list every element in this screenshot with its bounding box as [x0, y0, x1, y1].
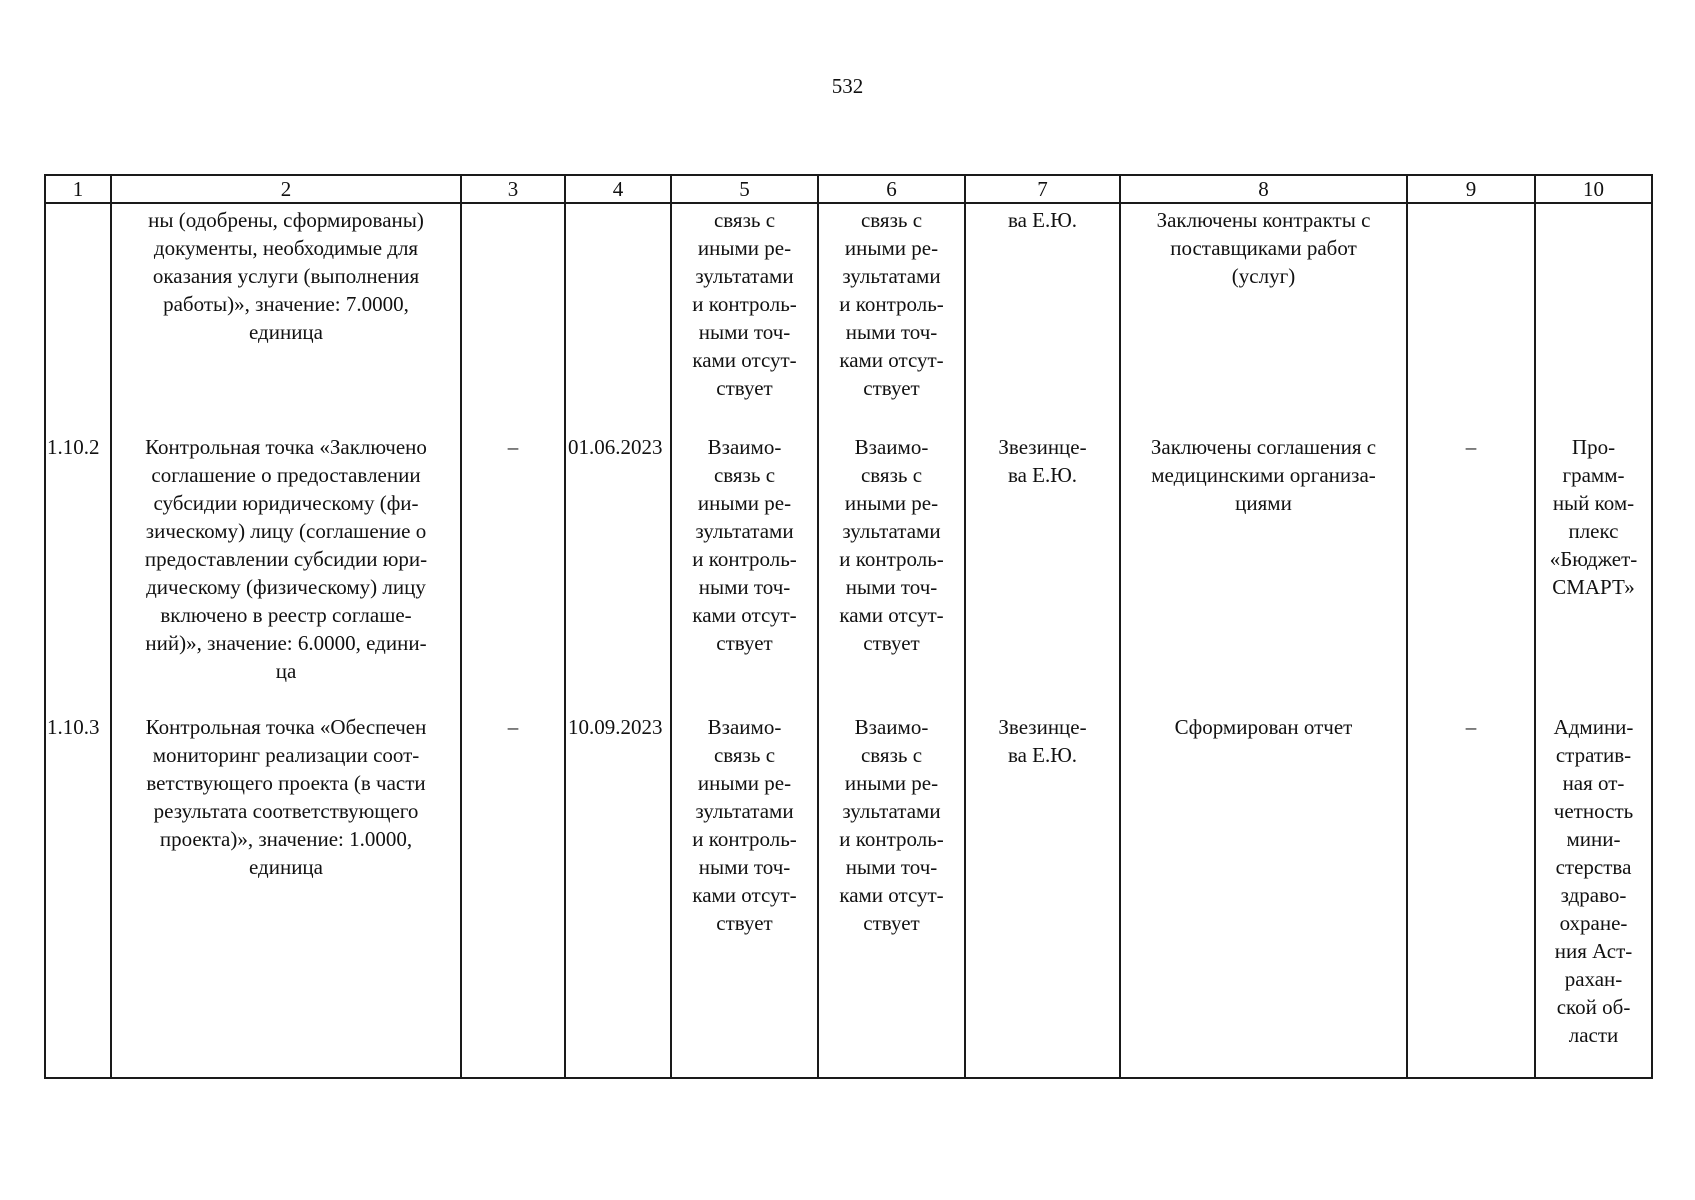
result-description: Сформирован отчет — [1120, 711, 1407, 1078]
relation-cell: Взаимо- связь с иными ре- зультатами и контроль- ными точ- ками отсут- ствует — [671, 431, 818, 711]
column-header: 2 — [111, 175, 461, 203]
control-point-description: Контрольная точка «Заключено соглашение о предоставлении субсидии юридическому (фи- зическому) лицу (соглашение о предоставлении субсидии юри- дическому (физическому) лицу включено в реестр соглаше- ний)», значение: 6.0000, едини- ца — [111, 431, 461, 711]
relation-cell: связь с иными ре- зультатами и контроль- ными точ- ками отсут- ствует — [671, 203, 818, 431]
cell-col3: – — [461, 711, 565, 1078]
row-number: 1.10.3 — [45, 711, 111, 1078]
column-header: 10 — [1535, 175, 1652, 203]
cell-col3 — [461, 203, 565, 431]
table-row — [45, 431, 1652, 711]
row-number: 1.10.2 — [45, 431, 111, 711]
row-number — [45, 203, 111, 431]
cell-col9: – — [1407, 711, 1535, 1078]
column-header: 8 — [1120, 175, 1407, 203]
responsible-person: Звезинце- ва Е.Ю. — [965, 711, 1120, 1078]
relation-cell: Взаимо- связь с иными ре- зультатами и контроль- ными точ- ками отсут- ствует — [818, 711, 965, 1078]
information-system: Админи- стратив- ная от- четность мини- стерства здраво- охране- ния Аст- рахан- ской об- ласти — [1535, 711, 1652, 1078]
control-points-table — [44, 174, 1653, 1079]
column-header: 6 — [818, 175, 965, 203]
control-point-description: Контрольная точка «Обеспечен мониторинг реализации соот- ветствующего проекта (в части результата соответствующего проекта)», значение: 1.0000, единица — [111, 711, 461, 1078]
relation-cell: Взаимо- связь с иными ре- зультатами и контроль- ными точ- ками отсут- ствует — [671, 711, 818, 1078]
table-header-row — [45, 175, 1652, 203]
cell-col9: – — [1407, 431, 1535, 711]
page-number: 532 — [831, 74, 864, 98]
result-description: Заключены контракты с поставщиками работ (услуг) — [1120, 203, 1407, 431]
column-header: 4 — [565, 175, 671, 203]
responsible-person: ва Е.Ю. — [965, 203, 1120, 431]
relation-cell: связь с иными ре- зультатами и контроль- ными точ- ками отсут- ствует — [818, 203, 965, 431]
date-cell: 10.09.2023 — [565, 711, 671, 1078]
table-row — [45, 203, 1652, 431]
responsible-person: Звезинце- ва Е.Ю. — [965, 431, 1120, 711]
cell-col3: – — [461, 431, 565, 711]
cell-col9 — [1407, 203, 1535, 431]
control-point-description: ны (одобрены, сформированы) документы, необходимые для оказания услуги (выполнения работы)», значение: 7.0000, единица — [111, 203, 461, 431]
result-description: Заключены соглашения с медицинскими организа- циями — [1120, 431, 1407, 711]
relation-cell: Взаимо- связь с иными ре- зультатами и контроль- ными точ- ками отсут- ствует — [818, 431, 965, 711]
column-header: 9 — [1407, 175, 1535, 203]
information-system — [1535, 203, 1652, 431]
column-header: 7 — [965, 175, 1120, 203]
table-row — [45, 711, 1652, 1078]
date-cell — [565, 203, 671, 431]
column-header: 3 — [461, 175, 565, 203]
column-header: 5 — [671, 175, 818, 203]
date-cell: 01.06.2023 — [565, 431, 671, 711]
information-system: Про- грамм- ный ком- плекс «Бюджет- СМАРТ» — [1535, 431, 1652, 711]
column-header: 1 — [45, 175, 111, 203]
